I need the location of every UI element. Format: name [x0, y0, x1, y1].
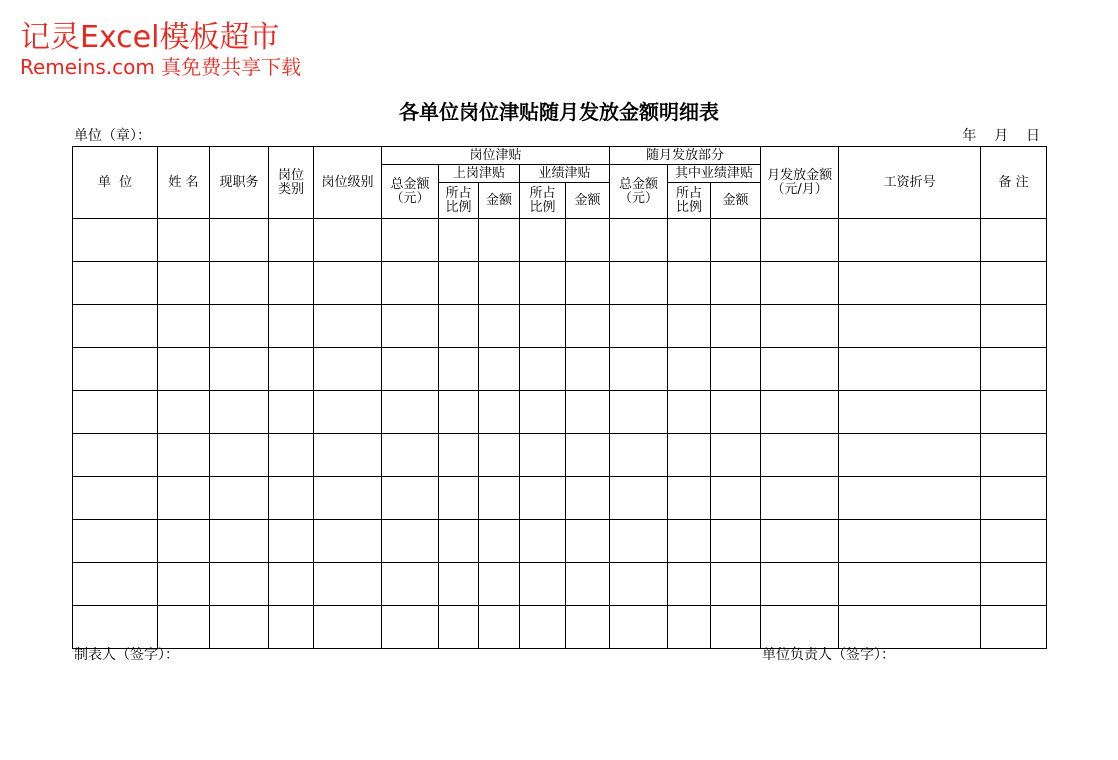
table-cell[interactable] [839, 563, 981, 606]
table-cell[interactable] [610, 434, 668, 477]
table-cell[interactable] [520, 477, 566, 520]
table-cell[interactable] [479, 563, 520, 606]
table-cell[interactable] [479, 348, 520, 391]
table-cell[interactable] [269, 348, 314, 391]
table-cell[interactable] [711, 348, 761, 391]
page-title: 各单位岗位津贴随月发放金额明细表 [399, 100, 719, 124]
table-cell[interactable] [73, 262, 158, 305]
table-cell[interactable] [479, 477, 520, 520]
table-cell[interactable] [479, 219, 520, 262]
table-cell[interactable] [520, 606, 566, 649]
maker-signature-label: 制表人（签字）： [74, 647, 179, 663]
table-cell[interactable] [314, 391, 382, 434]
table-cell[interactable] [269, 434, 314, 477]
table-cell[interactable] [981, 606, 1047, 649]
table-row [73, 219, 1047, 262]
table-cell[interactable] [382, 434, 439, 477]
header-on-duty-allowance: 上岗津贴 [439, 165, 520, 183]
table-cell[interactable] [610, 477, 668, 520]
date-label: 年 月 日 [962, 128, 1040, 144]
watermark-brand: 记灵Excel模板超市 [20, 20, 280, 55]
table-cell[interactable] [479, 520, 520, 563]
header-on-duty-ratio: 所占比例 [439, 183, 479, 219]
table-cell[interactable] [210, 391, 269, 434]
table-cell[interactable] [382, 563, 439, 606]
table-cell[interactable] [314, 262, 382, 305]
table-cell[interactable] [73, 305, 158, 348]
table-cell[interactable] [314, 219, 382, 262]
table-cell[interactable] [981, 563, 1047, 606]
table-cell[interactable] [269, 305, 314, 348]
table-cell[interactable] [210, 348, 269, 391]
table-row [73, 391, 1047, 434]
header-unit: 单 位 [73, 147, 158, 219]
table-cell[interactable] [439, 477, 479, 520]
table-cell[interactable] [839, 520, 981, 563]
header-performance-amount: 金额 [566, 183, 610, 219]
table-cell[interactable] [479, 606, 520, 649]
table-cell[interactable] [761, 520, 839, 563]
table-cell[interactable] [439, 391, 479, 434]
table-cell[interactable] [668, 606, 711, 649]
table-cell[interactable] [566, 305, 610, 348]
table-cell[interactable] [73, 520, 158, 563]
table-cell[interactable] [668, 391, 711, 434]
table-cell[interactable] [520, 305, 566, 348]
table-cell[interactable] [210, 477, 269, 520]
table-cell[interactable] [566, 348, 610, 391]
table-cell[interactable] [314, 434, 382, 477]
table-row [73, 305, 1047, 348]
table-cell[interactable] [210, 305, 269, 348]
table-cell[interactable] [566, 520, 610, 563]
table-cell[interactable] [711, 477, 761, 520]
table-cell[interactable] [610, 262, 668, 305]
table-row [73, 477, 1047, 520]
table-cell[interactable] [668, 219, 711, 262]
table-cell[interactable] [479, 434, 520, 477]
table-cell[interactable] [761, 434, 839, 477]
table-cell[interactable] [382, 219, 439, 262]
table-cell[interactable] [158, 305, 210, 348]
table-cell[interactable] [566, 563, 610, 606]
table-cell[interactable] [668, 520, 711, 563]
table-cell[interactable] [439, 348, 479, 391]
table-row [73, 262, 1047, 305]
table-cell[interactable] [479, 391, 520, 434]
table-cell[interactable] [479, 262, 520, 305]
table-cell[interactable] [439, 305, 479, 348]
table-cell[interactable] [610, 563, 668, 606]
table-cell[interactable] [711, 606, 761, 649]
table-cell[interactable] [269, 262, 314, 305]
header-monthly-total: 总金额（元） [610, 165, 668, 219]
table-cell[interactable] [711, 391, 761, 434]
table-cell[interactable] [839, 305, 981, 348]
table-cell[interactable] [73, 606, 158, 649]
table-cell[interactable] [566, 262, 610, 305]
table-cell[interactable] [269, 219, 314, 262]
table-cell[interactable] [668, 305, 711, 348]
table-cell[interactable] [761, 477, 839, 520]
table-cell[interactable] [314, 563, 382, 606]
table-cell[interactable] [981, 434, 1047, 477]
table-cell[interactable] [210, 606, 269, 649]
table-cell[interactable] [839, 262, 981, 305]
table-cell[interactable] [158, 262, 210, 305]
unit-stamp-label: 单位（章）： [74, 128, 151, 144]
table-cell[interactable] [566, 219, 610, 262]
table-cell[interactable] [711, 305, 761, 348]
table-cell[interactable] [269, 563, 314, 606]
table-cell[interactable] [711, 434, 761, 477]
table-cell[interactable] [314, 520, 382, 563]
table-row [73, 348, 1047, 391]
table-cell[interactable] [210, 219, 269, 262]
table-cell[interactable] [520, 262, 566, 305]
table-row [73, 563, 1047, 606]
header-post-allowance: 岗位津贴 [382, 147, 610, 165]
table-cell[interactable] [981, 391, 1047, 434]
table-cell[interactable] [761, 348, 839, 391]
header-monthly-performance: 其中业绩津贴 [668, 165, 761, 183]
table-cell[interactable] [839, 391, 981, 434]
table-cell[interactable] [158, 520, 210, 563]
header-performance-allowance: 业绩津贴 [520, 165, 610, 183]
table-cell[interactable] [520, 219, 566, 262]
table-cell[interactable] [73, 434, 158, 477]
table-cell[interactable] [158, 434, 210, 477]
table-cell[interactable] [73, 477, 158, 520]
table-cell[interactable] [439, 219, 479, 262]
table-cell[interactable] [566, 434, 610, 477]
table-cell[interactable] [314, 606, 382, 649]
table-cell[interactable] [382, 520, 439, 563]
table-cell[interactable] [158, 219, 210, 262]
table-cell[interactable] [520, 391, 566, 434]
table-cell[interactable] [981, 305, 1047, 348]
table-cell[interactable] [520, 563, 566, 606]
table-cell[interactable] [610, 219, 668, 262]
header-post-level: 岗位级别 [314, 147, 382, 219]
table-cell[interactable] [839, 606, 981, 649]
watermark-site: Remeins.com 真免费共享下载 [20, 55, 302, 79]
table-cell[interactable] [439, 563, 479, 606]
table-cell[interactable] [439, 262, 479, 305]
table-cell[interactable] [610, 391, 668, 434]
header-current-position: 现职务 [210, 147, 269, 219]
table-cell[interactable] [210, 563, 269, 606]
table-row [73, 606, 1047, 649]
table-cell[interactable] [73, 563, 158, 606]
table-cell[interactable] [761, 563, 839, 606]
table-cell[interactable] [761, 262, 839, 305]
table-cell[interactable] [761, 219, 839, 262]
table-cell[interactable] [761, 305, 839, 348]
table-cell[interactable] [73, 348, 158, 391]
header-monthly-amount: 月发放金额（元/月） [761, 147, 839, 219]
header-monthly-performance-ratio: 所占比例 [668, 183, 711, 219]
table-cell[interactable] [269, 520, 314, 563]
header-monthly-performance-amount: 金额 [711, 183, 761, 219]
header-post-total: 总金额（元） [382, 165, 439, 219]
table-cell[interactable] [520, 520, 566, 563]
table-cell[interactable] [158, 348, 210, 391]
table-cell[interactable] [839, 434, 981, 477]
table-cell[interactable] [439, 434, 479, 477]
table-cell[interactable] [711, 563, 761, 606]
table-cell[interactable] [668, 434, 711, 477]
table-row [73, 434, 1047, 477]
table-cell[interactable] [73, 391, 158, 434]
table-cell[interactable] [210, 520, 269, 563]
header-post-category: 岗位类别 [269, 147, 314, 219]
table-cell[interactable] [839, 348, 981, 391]
table-cell[interactable] [382, 305, 439, 348]
table-cell[interactable] [566, 391, 610, 434]
table-cell[interactable] [981, 219, 1047, 262]
table-cell[interactable] [158, 477, 210, 520]
table-cell[interactable] [158, 563, 210, 606]
table-cell[interactable] [382, 262, 439, 305]
table-cell[interactable] [210, 434, 269, 477]
allowance-detail-table [72, 146, 1047, 649]
table-cell[interactable] [382, 477, 439, 520]
header-bank-account: 工资折号 [839, 147, 981, 219]
header-on-duty-amount: 金额 [479, 183, 520, 219]
table-cell[interactable] [668, 262, 711, 305]
header-remarks: 备 注 [981, 147, 1047, 219]
table-cell[interactable] [761, 391, 839, 434]
header-name: 姓 名 [158, 147, 210, 219]
leader-signature-label: 单位负责人（签字）： [762, 647, 895, 663]
table-row [73, 520, 1047, 563]
table-cell[interactable] [158, 606, 210, 649]
table-cell[interactable] [610, 305, 668, 348]
table-cell[interactable] [668, 477, 711, 520]
table-cell[interactable] [566, 606, 610, 649]
table-cell[interactable] [314, 348, 382, 391]
table-cell[interactable] [382, 348, 439, 391]
table-cell[interactable] [610, 348, 668, 391]
table-cell[interactable] [439, 606, 479, 649]
table-cell[interactable] [711, 262, 761, 305]
table-cell[interactable] [382, 391, 439, 434]
table-cell[interactable] [839, 219, 981, 262]
table-cell[interactable] [520, 434, 566, 477]
table-cell[interactable] [668, 348, 711, 391]
table-cell[interactable] [761, 606, 839, 649]
table-cell[interactable] [314, 477, 382, 520]
table-cell[interactable] [981, 477, 1047, 520]
table-cell[interactable] [382, 606, 439, 649]
table-cell[interactable] [981, 520, 1047, 563]
table-cell[interactable] [839, 477, 981, 520]
table-cell[interactable] [73, 219, 158, 262]
table-cell[interactable] [668, 563, 711, 606]
table-cell[interactable] [269, 606, 314, 649]
header-monthly-part: 随月发放部分 [610, 147, 761, 165]
table-cell[interactable] [981, 348, 1047, 391]
table-cell[interactable] [439, 520, 479, 563]
header-performance-ratio: 所占比例 [520, 183, 566, 219]
table-cell[interactable] [610, 606, 668, 649]
table-cell[interactable] [479, 305, 520, 348]
table-cell[interactable] [269, 477, 314, 520]
table-cell[interactable] [210, 262, 269, 305]
table-cell[interactable] [520, 348, 566, 391]
table-cell[interactable] [566, 477, 610, 520]
table-cell[interactable] [711, 520, 761, 563]
table-cell[interactable] [158, 391, 210, 434]
table-cell[interactable] [711, 219, 761, 262]
table-cell[interactable] [981, 262, 1047, 305]
table-cell[interactable] [314, 305, 382, 348]
table-cell[interactable] [610, 520, 668, 563]
table-cell[interactable] [269, 391, 314, 434]
